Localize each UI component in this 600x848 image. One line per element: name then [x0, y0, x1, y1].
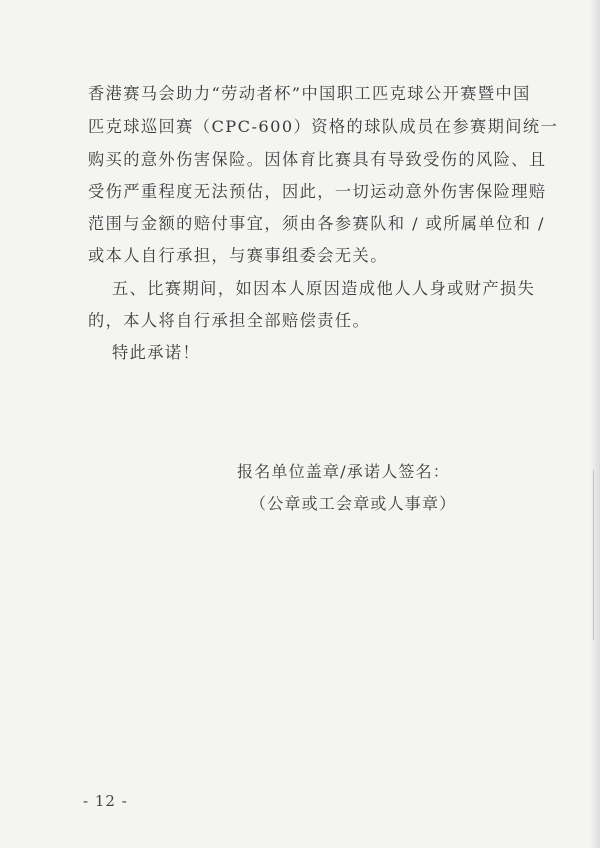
body-text-line: 受伤严重程度无法预估，因此，一切运动意外伤害保险理赔 — [88, 182, 547, 201]
clause-five-line: 五、比赛期间，如因本人原因造成他人人身或财产损失 — [112, 279, 536, 298]
page-number: - 12 - — [83, 792, 128, 810]
signature-label: 报名单位盖章/承诺人签名： — [237, 462, 450, 481]
body-text-line: 匹克球巡回赛（CPC-600）资格的球队成员在参赛期间统一 — [88, 117, 559, 136]
body-text-line: 范围与金额的赔付事宜，须由各参赛队和 / 或所属单位和 / — [88, 214, 545, 233]
body-text-line: 或本人自行承担，与赛事组委会无关。 — [88, 246, 388, 265]
clause-five-line: 的，本人将自行承担全部赔偿责任。 — [88, 311, 371, 330]
scan-edge-mark — [593, 470, 594, 640]
body-text-line: 购买的意外伤害保险。因体育比赛具有导致受伤的风险、且 — [88, 150, 547, 169]
body-text-line: 香港赛马会助力“劳动者杯”中国职工匹克球公开赛暨中国 — [88, 84, 531, 103]
closing-statement: 特此承诺！ — [112, 343, 201, 362]
seal-note: （公章或工会章或人事章） — [250, 494, 457, 513]
page-edge-shadow — [590, 0, 600, 848]
